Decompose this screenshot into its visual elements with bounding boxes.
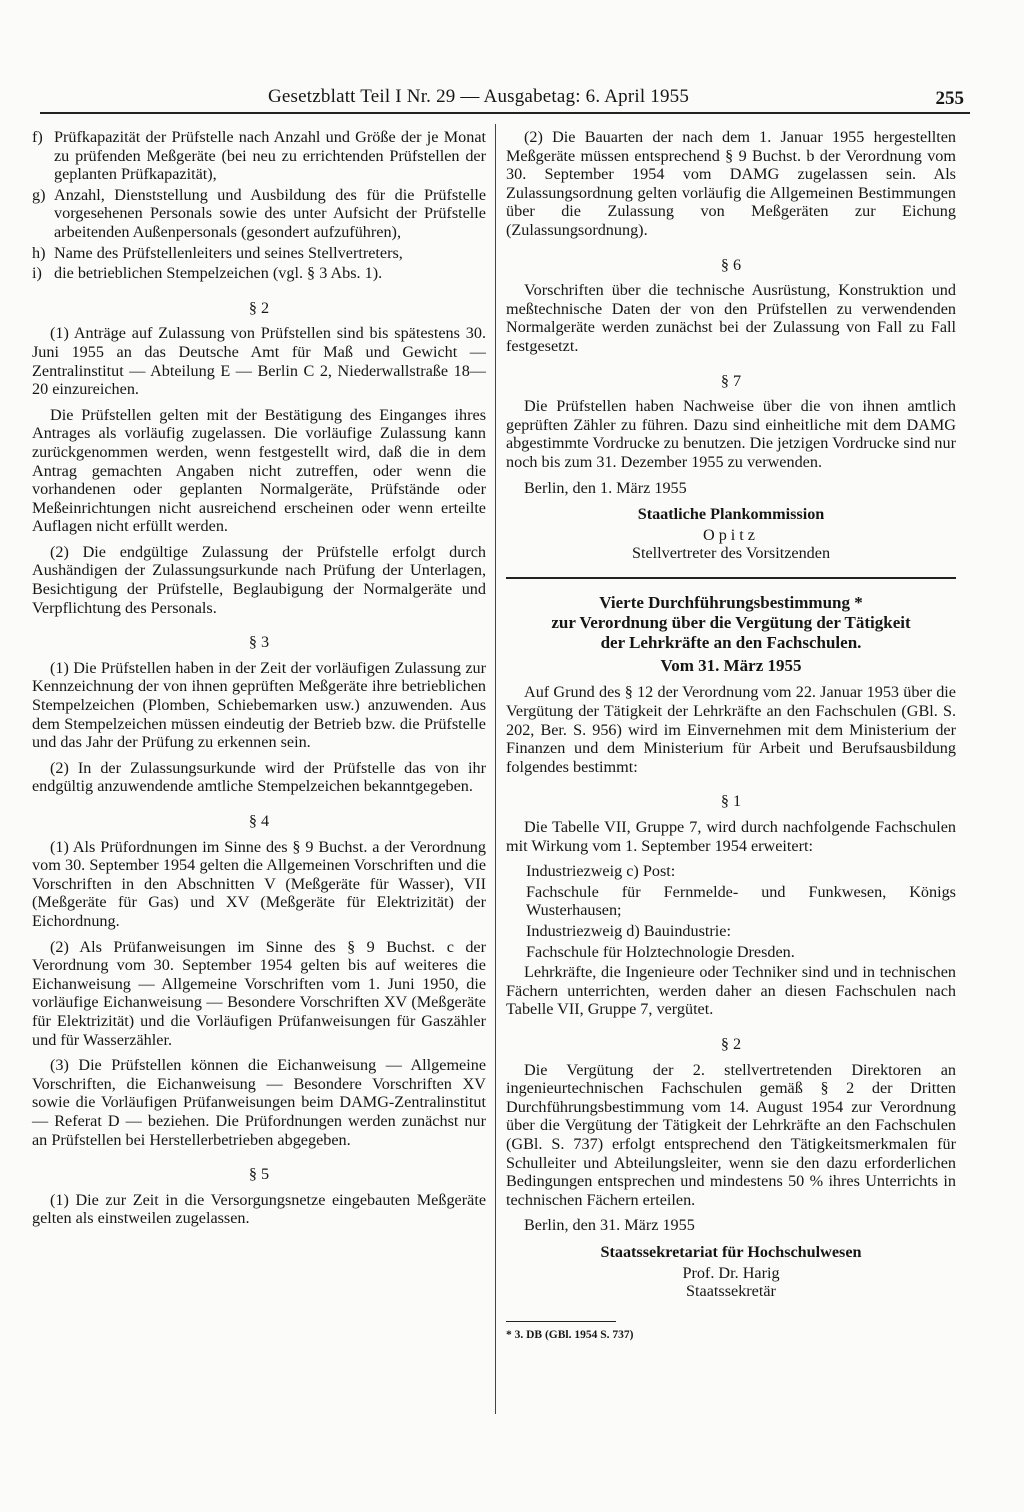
document-title: zur Verordnung über die Vergütung der Tätigkeit xyxy=(551,612,911,632)
list-item: Industriezweig d) Bauindustrie: xyxy=(526,922,731,940)
paragraph: Vorschriften über die technische Ausrüstung, Konstruktion und meßtechnische Daten der von den Prüfstellen zu verwendenden Normalgeräte werden zunächst bei der Zulassung von Fall zu Fall festgesetzt. xyxy=(506,281,956,355)
section-heading: § 2 xyxy=(720,1034,742,1053)
section-heading: § 4 xyxy=(248,812,270,830)
place-date: Berlin, den 31. März 1955 xyxy=(524,1216,695,1235)
signatory-title: Staatssekretär xyxy=(686,1282,776,1301)
paragraph: (3) Die Prüfstellen können die Eichanweisung — Allgemeine Vorschriften, die Eichanweisung — Besondere Vorschriften XV sowie die Vorläufigen Prüfanweisungen beim DAMG-Zentralinstitut — Referat D — beziehen. Die Prüfordnungen werden zunächst nur an Prüfstellen bei Herstellerbetrieben abgegeben. xyxy=(32,1056,486,1149)
paragraph: Auf Grund des § 12 der Verordnung vom 22. Januar 1953 über die Vergütung der Tätigkeit der Lehrkräfte an den Fachschulen (GBl. S. 202, Ber. S. 956) wird im Einvernehmen mit dem Ministerium der Finanzen und dem Ministerium für Arbeit und Berufsausbildung folgendes bestimmt: xyxy=(506,683,956,776)
list-marker: i) xyxy=(32,264,42,283)
list-item xyxy=(32,128,486,184)
document-date: Vom 31. März 1955 xyxy=(660,655,802,675)
paragraph: Lehrkräfte, die Ingenieure oder Techniker sind und in technischen Fächern unterrichten, werden daher an diesen Fachschulen nach Tabelle VII, Gruppe 7, vergütet. xyxy=(506,963,956,1019)
list-item xyxy=(32,186,486,242)
document-title: der Lehrkräfte an den Fachschulen. xyxy=(600,632,862,652)
section-heading: § 1 xyxy=(720,792,742,811)
footnote-rule xyxy=(506,1321,616,1322)
page-header xyxy=(40,82,970,114)
paragraph: (1) Die Prüfstellen haben in der Zeit der vorläufigen Zulassung zur Kennzeichnung der von ihnen geprüften Meßgeräte ihre betrieblichen Stempelzeichen (Plomben, Schiebemarken usw.) anzuwenden. Aus dem Stempelzeichen müssen eindeutig der Betrieb bzw. die Prüfstelle und das Jahr der Prüfung zu erkennen sein. xyxy=(32,658,486,752)
signatory-name: Opitz xyxy=(703,525,759,544)
page-number: 255 xyxy=(935,88,964,109)
list-marker: g) xyxy=(32,185,46,204)
list-text: Prüfkapazität der Prüfstelle nach Anzahl und Größe der je Monat zu prüfenden Meßgeräte (bei neu zu errichtenden Prüfstellen der geplanten Prüfkapazität), xyxy=(54,128,486,184)
list-item: Fachschule für Fernmelde- und Funkwesen, Königs Wusterhausen; xyxy=(526,882,956,920)
section-heading: § 5 xyxy=(248,1165,270,1184)
list-item xyxy=(32,244,486,263)
signing-authority: Staatssekretariat für Hochschulwesen xyxy=(600,1242,862,1261)
paragraph: (1) Als Prüfordnungen im Sinne des § 9 Buchst. a der Verordnung vom 30. September 1954 gelten die Allgemeinen Vorschriften und die Vorschriften in den Abschnitten V (Meßgeräte für Wasser), VII (Meßgeräte für Gas) und XV (Meßgeräte für Elektrizität) der Eichordnung. xyxy=(32,837,486,930)
list-text: die betrieblichen Stempelzeichen (vgl. § 3 Abs. 1). xyxy=(54,264,383,283)
column-divider xyxy=(495,124,496,1414)
signatory-title: Stellvertreter des Vorsitzenden xyxy=(631,544,831,563)
signing-authority: Staatliche Plankommission xyxy=(637,505,825,524)
list-marker: f) xyxy=(32,128,43,146)
list-marker: h) xyxy=(32,243,46,262)
paragraph: Die Vergütung der 2. stellvertretenden Direktoren an ingenieurtechnischen Fachschulen gemäß § 2 der Dritten Durchführungsbestimmung vom 14. August 1954 zur Verordnung über die Vergütung der Tätigkeit der Lehrkräfte an den Fachschulen (GBl. S. 737) erfolgt entsprechend den Tätigkeitsmerkmalen für Schulleiter und Abteilungsleiter, wenn sie den dazu erforderlichen Bedingungen entsprechen und mindestens 50 % ihres Unterrichts in technischen Fächern erteilen. xyxy=(506,1060,956,1209)
paragraph: Die Prüfstellen gelten mit der Bestätigung des Einganges ihres Antrages als vorläufig zugelassen. Die vorläufige Zulassung kann zurückgenommen werden, wenn festgestellt wird, daß die in dem Antrag gemachten Angaben nicht zutreffen, oder wenn die vorhandenen oder geplanten Normalgeräte, Prüfstände oder Meßeinrichtungen nicht ausreichend erscheinen oder wenn erteilte Auflagen nicht erfüllt werden. xyxy=(32,405,486,536)
paragraph: (2) Die endgültige Zulassung der Prüfstelle erfolgt durch Aushändigen der Zulassungsurkunde nach Prüfung der Unterlagen, Besichtigung der Prüfstelle, Beglaubigung der Normalgeräte und Verpflichtung des Personals. xyxy=(32,542,486,617)
paragraph: (2) Als Prüfanweisungen im Sinne des § 9 Buchst. c der Verordnung vom 30. September 1954 gelten bis auf weiteres die Eichanweisung — Allgemeine Vorschriften vom 1. Juni 1950, die vorläufige Eichanweisung — Besondere Vorschriften XV (Meßgeräte für Elektrizität) und die Vorläufigen Prüfanweisungen für Gaszähler und für Wasserzähler. xyxy=(32,937,486,1049)
paragraph: (2) Die Bauarten der nach dem 1. Januar 1955 hergestellten Meßgeräte müssen entsprechend § 9 Buchst. b der Verordnung vom 30. September 1954 vom DAMG zugelassen sein. Als Zulassungsordnung gelten vorläufig die Allgemeinen Bestimmungen über die Zulassung von Meßgeräten zur Eichung (Zulassungsordnung). xyxy=(506,128,956,239)
header-title: Gesetzblatt Teil I Nr. 29 — Ausgabetag: 6. April 1955 xyxy=(268,86,690,107)
paragraph: Die Prüfstellen haben Nachweise über die von ihnen amtlich geprüften Zähler zu führen. Dazu sind einheitliche mit dem DAMG abgestimmte Vordrucke zu benutzen. Die jetzigen Vordrucke sind nur noch bis zum 31. Dezember 1955 zu verwenden. xyxy=(506,397,956,471)
section-rule xyxy=(506,577,956,579)
signatory-name: Prof. Dr. Harig xyxy=(682,1263,780,1282)
right-column xyxy=(506,128,956,1344)
section-heading: § 3 xyxy=(248,633,270,652)
footnote: * 3. DB (GBl. 1954 S. 737) xyxy=(506,1328,634,1341)
list-text: Name des Prüfstellenleiters und seines Stellvertreters, xyxy=(54,243,403,262)
section-heading: § 6 xyxy=(720,255,742,274)
document-title: Vierte Durchführungsbestimmung * xyxy=(599,592,863,612)
paragraph: Die Tabelle VII, Gruppe 7, wird durch nachfolgende Fachschulen mit Wirkung vom 1. September 1954 erweitert: xyxy=(506,818,956,855)
list-item: Industriezweig c) Post: xyxy=(526,862,676,881)
list-item: Fachschule für Holztechnologie Dresden. xyxy=(526,942,795,961)
paragraph: (2) In der Zulassungsurkunde wird der Prüfstelle das von ihr endgültig anzuwendende amtliche Stempelzeichen bekanntgegeben. xyxy=(32,758,486,796)
paragraph: (1) Die zur Zeit in die Versorgungsnetze eingebauten Meßgeräte gelten als einstweilen zugelassen. xyxy=(32,1190,486,1228)
paragraph: (1) Anträge auf Zulassung von Prüfstellen sind bis spätestens 30. Juni 1955 an das Deutsche Amt für Maß und Gewicht — Zentralinstitut — Abteilung E — Berlin C 2, Niederwallstraße 18—20 einzureichen. xyxy=(32,324,486,399)
place-date: Berlin, den 1. März 1955 xyxy=(524,478,687,497)
list-item xyxy=(32,264,486,283)
list-text: Anzahl, Dienststellung und Ausbildung des für die Prüfstelle vorgesehenen Personals sowie des unter Aufsicht der Prüfstelle arbeitenden Außenpersonals (gesondert aufzuführen), xyxy=(54,185,486,241)
section-heading: § 7 xyxy=(720,371,742,390)
section-heading: § 2 xyxy=(248,298,270,317)
left-column xyxy=(32,128,486,1235)
